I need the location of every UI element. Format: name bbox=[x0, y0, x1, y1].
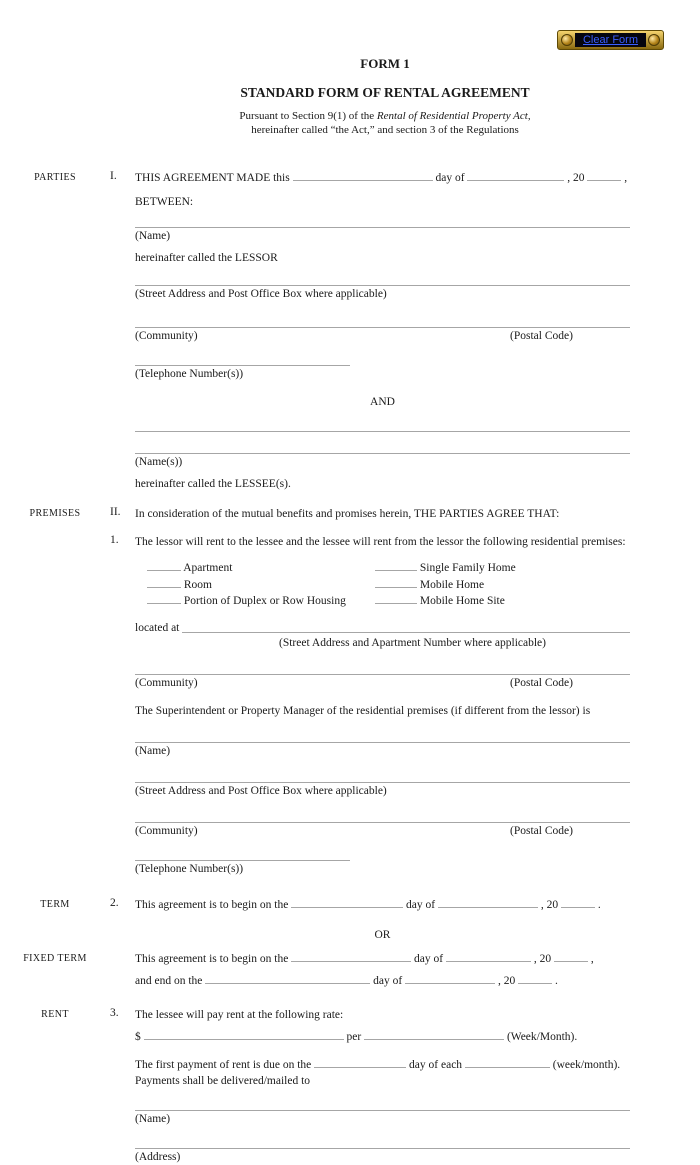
community-postal-captions bbox=[135, 676, 630, 691]
fixed-term-begin-year-field[interactable] bbox=[554, 951, 588, 962]
fixed-term-end-line bbox=[135, 973, 630, 989]
margin-label-rent: RENT bbox=[41, 1008, 69, 1020]
name-caption: (Name) bbox=[135, 1112, 171, 1125]
subtitle-line2: hereinafter called “the Act,” and section 3 of the Regulations bbox=[251, 124, 519, 136]
room-checkbox-field[interactable] bbox=[147, 577, 181, 588]
section-rent bbox=[0, 1007, 700, 1165]
term-begin-line bbox=[135, 897, 630, 913]
dollar-sign: $ bbox=[135, 1030, 141, 1043]
comma-text: , bbox=[590, 952, 594, 965]
payments-delivered-text: Payments shall be delivered/mailed to bbox=[135, 1074, 311, 1087]
subtitle-pre: Pursuant to Section 9(1) of the bbox=[239, 110, 375, 122]
period-text: . bbox=[597, 898, 601, 911]
lessor-caption: hereinafter called the LESSOR bbox=[135, 252, 278, 264]
section-premises bbox=[0, 506, 700, 522]
single-family-home-checkbox-field[interactable] bbox=[375, 560, 417, 571]
community-caption: (Community) bbox=[135, 824, 198, 837]
parties-numeral: I. bbox=[110, 170, 117, 182]
agreement-made-line bbox=[135, 170, 630, 186]
payee-address-field[interactable] bbox=[135, 1135, 630, 1149]
or-divider-row bbox=[0, 929, 700, 941]
subtitle-line1 bbox=[70, 110, 700, 122]
payee-name-field[interactable] bbox=[135, 1097, 630, 1111]
year-prefix-text: , 20 bbox=[533, 952, 552, 965]
superintendent-street-field[interactable] bbox=[135, 769, 630, 783]
phone-caption: (Telephone Number(s)) bbox=[135, 862, 244, 875]
name-caption: (Name) bbox=[135, 230, 171, 242]
community-postal-captions bbox=[135, 329, 630, 344]
item-1-number: 1. bbox=[110, 534, 119, 546]
name-caption: (Name) bbox=[135, 744, 171, 757]
fixed-term-end-year-field[interactable] bbox=[518, 973, 552, 984]
page-title: STANDARD FORM OF RENTAL AGREEMENT bbox=[240, 85, 530, 100]
located-at-line bbox=[135, 622, 630, 635]
premises-address-field[interactable] bbox=[182, 622, 630, 633]
rent-amount-field[interactable] bbox=[144, 1029, 344, 1040]
street-caption: (Street Address and Post Office Box where applicable) bbox=[135, 288, 387, 300]
fixed-term-end-text: and end on the bbox=[135, 974, 203, 987]
act-name-italic: Rental of Residential Property Act, bbox=[376, 110, 531, 122]
apartment-option-label: Apartment bbox=[183, 562, 233, 574]
duplex-row-housing-option-label: Portion of Duplex or Row Housing bbox=[183, 595, 346, 607]
clear-form-label: Clear Form bbox=[575, 33, 646, 47]
between-text: BETWEEN: bbox=[135, 196, 194, 208]
premises-community-postal-field[interactable] bbox=[135, 661, 630, 675]
postal-caption: (Postal Code) bbox=[510, 676, 573, 689]
mobile-home-checkbox-field[interactable] bbox=[375, 577, 417, 588]
premises-item-1-text: The lessor will rent to the lessee and the lessee will rent from the lessor the following residential premises: bbox=[135, 536, 626, 548]
clear-form-button[interactable] bbox=[557, 30, 664, 50]
lessor-community-postal-field[interactable] bbox=[135, 314, 630, 328]
parties-date-month-field[interactable] bbox=[467, 170, 564, 181]
term-begin-day-field[interactable] bbox=[291, 897, 403, 908]
superintendent-name-field[interactable] bbox=[135, 729, 630, 743]
button-knob-right-icon bbox=[648, 34, 660, 46]
rent-numeral: 3. bbox=[110, 1006, 119, 1019]
single-family-home-option-label: Single Family Home bbox=[419, 562, 516, 574]
phone-caption: (Telephone Number(s)) bbox=[135, 368, 244, 380]
names-caption: (Name(s)) bbox=[135, 456, 183, 468]
trailing-comma: , bbox=[624, 172, 628, 184]
premises-option-row bbox=[135, 577, 630, 594]
margin-label-fixed-term: FIXED TERM bbox=[23, 952, 87, 964]
superintendent-phone-field[interactable] bbox=[135, 847, 350, 861]
term-numeral: 2. bbox=[110, 896, 119, 909]
year-prefix-text: , 20 bbox=[497, 974, 516, 987]
form-header bbox=[0, 0, 700, 136]
term-begin-text: This agreement is to begin on the bbox=[135, 898, 289, 911]
agreement-made-text: THIS AGREEMENT MADE this bbox=[135, 172, 290, 184]
rent-period-field[interactable] bbox=[364, 1029, 504, 1040]
community-caption: (Community) bbox=[135, 330, 198, 342]
lessor-street-field[interactable] bbox=[135, 272, 630, 286]
section-fixed-term bbox=[0, 951, 700, 989]
year-prefix-text: , 20 bbox=[567, 172, 585, 184]
fixed-term-begin-day-field[interactable] bbox=[291, 951, 411, 962]
rent-first-payment-line bbox=[135, 1057, 630, 1073]
fixed-term-end-month-field[interactable] bbox=[405, 973, 495, 984]
form-number: FORM 1 bbox=[360, 56, 410, 71]
fixed-term-begin-text: This agreement is to begin on the bbox=[135, 952, 289, 965]
rent-rate-line bbox=[135, 1029, 630, 1045]
premises-option-row bbox=[135, 560, 630, 577]
day-of-text: day of bbox=[435, 172, 465, 184]
section-parties bbox=[0, 170, 700, 492]
lessor-phone-field[interactable] bbox=[135, 352, 350, 366]
rent-due-day-field[interactable] bbox=[314, 1057, 406, 1068]
mobile-home-site-checkbox-field[interactable] bbox=[375, 593, 417, 604]
premises-item-1 bbox=[0, 534, 700, 877]
margin-label-premises: PREMISES bbox=[29, 508, 81, 519]
margin-label-parties: PARTIES bbox=[34, 172, 76, 183]
mobile-home-site-option-label: Mobile Home Site bbox=[419, 595, 505, 607]
street-caption: (Street Address and Post Office Box where applicable) bbox=[135, 784, 387, 797]
room-option-label: Room bbox=[183, 578, 212, 591]
year-prefix-text: , 20 bbox=[540, 898, 559, 911]
duplex-row-housing-checkbox-field[interactable] bbox=[147, 593, 181, 604]
rent-due-month-field[interactable] bbox=[465, 1057, 550, 1068]
per-text: per bbox=[346, 1030, 362, 1043]
street-apt-caption: (Street Address and Apartment Number where applicable) bbox=[279, 636, 546, 649]
term-begin-month-field[interactable] bbox=[438, 897, 538, 908]
address-caption: (Address) bbox=[135, 1150, 181, 1163]
lessor-name-field[interactable] bbox=[135, 214, 630, 228]
day-of-text: day of bbox=[406, 898, 436, 911]
lessee-name-field-1[interactable] bbox=[135, 418, 630, 432]
superintendent-text: The Superintendent or Property Manager of the residential premises (if different from the lessor) is bbox=[135, 704, 591, 717]
community-postal-captions bbox=[135, 824, 630, 839]
rent-intro: The lessee will pay rent at the following rate: bbox=[135, 1008, 344, 1021]
fixed-term-end-day-field[interactable] bbox=[205, 973, 370, 984]
postal-caption: (Postal Code) bbox=[510, 824, 573, 837]
lessee-caption: hereinafter called the LESSEE(s). bbox=[135, 478, 291, 490]
mobile-home-option-label: Mobile Home bbox=[419, 578, 485, 591]
community-caption: (Community) bbox=[135, 676, 198, 689]
premises-intro: In consideration of the mutual benefits and promises herein, THE PARTIES AGREE THAT: bbox=[135, 508, 560, 520]
parties-date-day-field[interactable] bbox=[293, 170, 433, 181]
postal-caption: (Postal Code) bbox=[510, 330, 573, 342]
day-of-text: day of bbox=[373, 974, 403, 987]
period-text: . bbox=[554, 974, 558, 987]
margin-label-term: TERM bbox=[40, 898, 70, 910]
parties-date-year-field[interactable] bbox=[587, 170, 621, 181]
or-divider: OR bbox=[374, 928, 391, 941]
section-term bbox=[0, 897, 700, 913]
week-month-lc-text: (week/month). bbox=[552, 1058, 621, 1071]
button-knob-left-icon bbox=[561, 34, 573, 46]
premises-numeral: II. bbox=[110, 506, 121, 518]
fixed-term-begin-month-field[interactable] bbox=[446, 951, 531, 962]
week-month-text: (Week/Month). bbox=[506, 1030, 578, 1043]
day-of-each-text: day of each bbox=[409, 1058, 463, 1071]
premises-option-row bbox=[135, 593, 630, 610]
fixed-term-begin-line bbox=[135, 951, 630, 967]
and-divider: AND bbox=[370, 396, 395, 408]
premises-type-options bbox=[135, 560, 630, 610]
superintendent-community-postal-field[interactable] bbox=[135, 809, 630, 823]
first-payment-text: The first payment of rent is due on the bbox=[135, 1058, 312, 1071]
term-begin-year-field[interactable] bbox=[561, 897, 595, 908]
located-at-text: located at bbox=[135, 621, 180, 634]
lessee-name-field-2[interactable] bbox=[135, 440, 630, 454]
apartment-checkbox-field[interactable] bbox=[147, 560, 181, 571]
day-of-text: day of bbox=[414, 952, 444, 965]
